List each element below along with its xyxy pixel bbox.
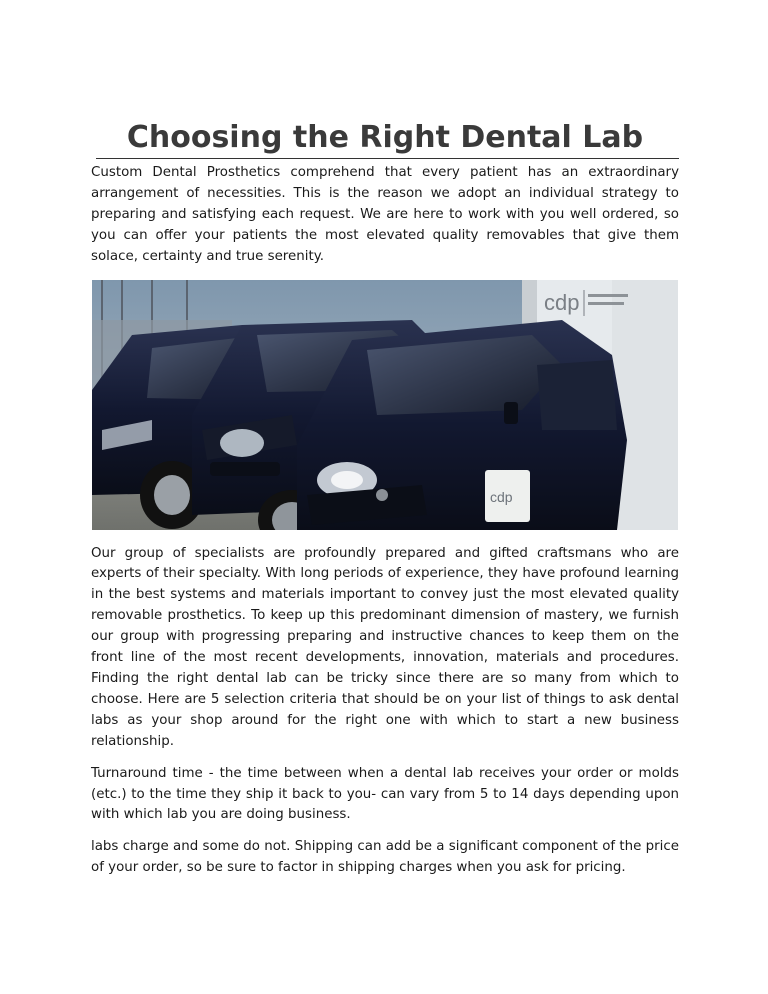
vehicles-photo-illustration	[92, 280, 678, 530]
door-logo-sign	[485, 470, 530, 522]
svg-text:cdp: cdp	[490, 488, 513, 505]
specialists-paragraph: Our group of specialists are profoundly prepared and gifted craftsmans who are experts of their specialty. With long periods of experience, they have profound learning in the best systems and materials important to convey just the most elevated quality removable prosthetics. To keep up this predominant dimension of mastery, we furnish our group with progressing preparing and instructive chances to keep them on the front line of the most recent developments, innovation, materials and procedures. Finding the right dental lab can be tricky since there are so many from which to choose. Here are 5 selection criteria that should be on your list of things to ask dental labs as your shop around for the right one with which to start a new business relationship.	[91, 545, 679, 749]
vehicles-photo	[92, 280, 678, 530]
turnaround-paragraph: Turnaround time - the time between when a dental lab receives your order or molds (etc.) to the time they ship it back to you- can vary from 5 to 14 days depending upon with which lab you are doing business.	[91, 765, 679, 823]
title-underline	[96, 158, 679, 159]
svg-text:cdp: cdp	[544, 289, 580, 315]
car-front	[297, 320, 627, 530]
shipping-paragraph: labs charge and some do not. Shipping can add be a significant component of the price of your order, so be sure to factor in shipping charges when you ask for pricing.	[91, 839, 679, 876]
document-page	[91, 118, 679, 879]
intro-paragraph: Custom Dental Prosthetics comprehend that every patient has an extraordinary arrangement of necessities. This is the reason we adopt an individual strategy to preparing and satisfying each request. We are here to work with you well ordered, so you can offer your patients the most elevated quality removables that give them solace, certainty and true serenity.	[91, 165, 679, 264]
document-title: Choosing the Right Dental Lab	[126, 120, 644, 155]
